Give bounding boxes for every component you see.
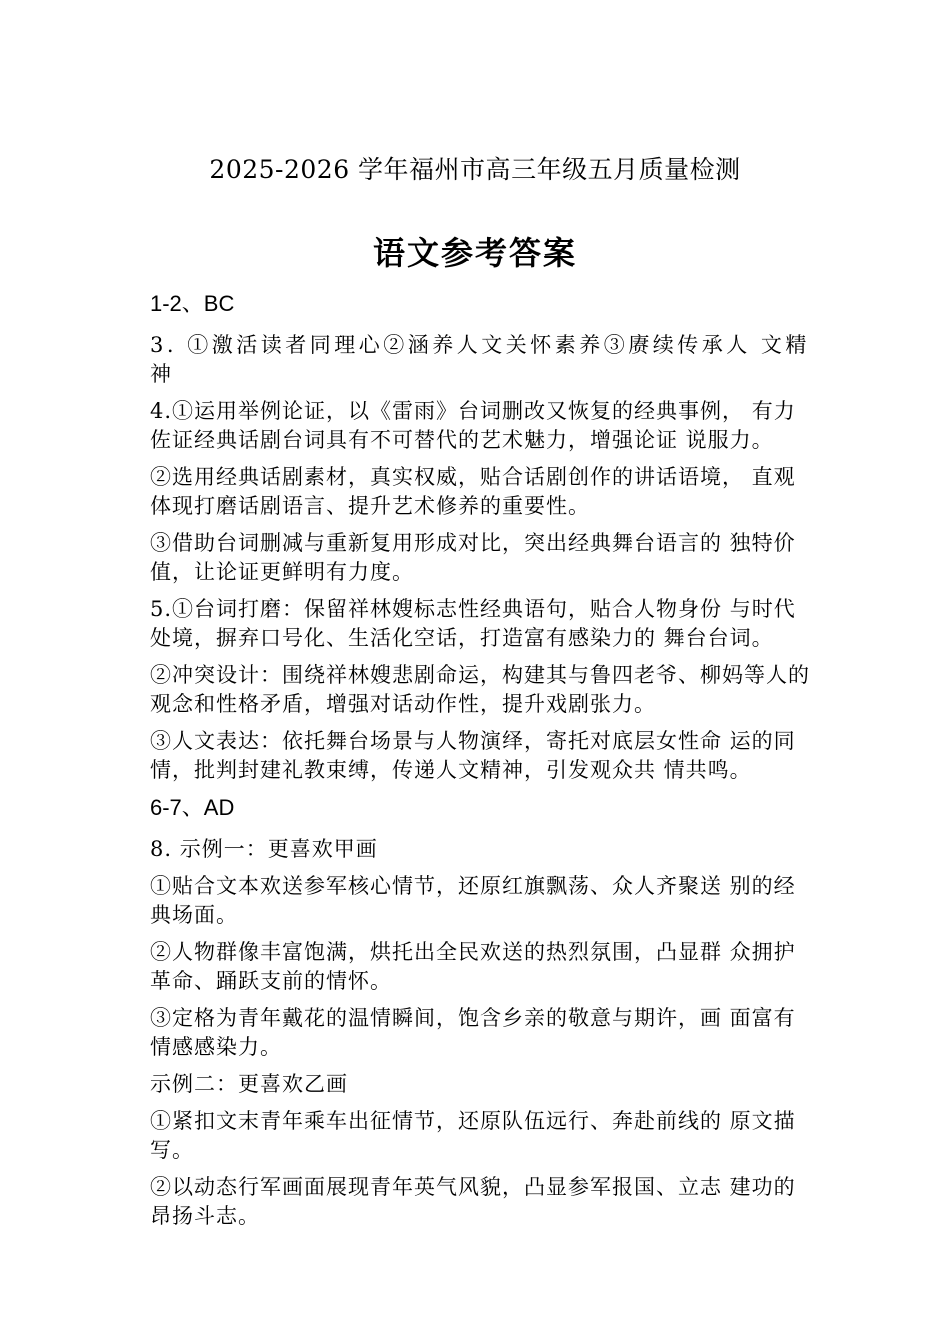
answer-content <box>150 285 810 1239</box>
answer-q8-example1-point3: ③定格为青年戴花的温情瞬间，饱含乡亲的敬意与期许，画 面富有情感感染力。 <box>150 1006 796 1059</box>
subject-title: 语文参考答案 <box>372 234 577 272</box>
answer-q8-example2-heading: 示例二：更喜欢乙画 <box>150 1072 348 1096</box>
answer-q4-point3: ③借助台词删减与重新复用形成对比，突出经典舞台语言的 独特价值，让论证更鲜明有力度。 <box>150 531 796 584</box>
answer-q8-example1-point1: ①贴合文本欢送参军核心情节，还原红旗飘荡、众人齐聚送 别的经典场面。 <box>150 874 796 927</box>
exam-title: 2025-2026 学年福州市高三年级五月质量检测 <box>209 155 741 184</box>
answer-q4-point1: 4.①运用举例论证，以《雷雨》台词删改又恢复的经典事例， 有力佐证经典话剧台词具有不可替代的艺术魅力，增强论证 说服力。 <box>150 399 796 452</box>
answer-q5-point3: ③人文表达：依托舞台场景与人物演绎，寄托对底层女性命 运的同情，批判封建礼教束缚，传递人文精神，引发观众共 情共鸣。 <box>150 729 796 782</box>
answer-q8-example2-point1: ①紧扣文末青年乘车出征情节，还原队伍远行、奔赴前线的 原文描写。 <box>150 1109 796 1162</box>
answer-q5-point2: ②冲突设计：围绕祥林嫂悲剧命运，构建其与鲁四老爷、柳妈等人的观念和性格矛盾，增强对话动作性，提升戏剧张力。 <box>150 663 810 716</box>
answer-q3: 3. ①激活读者同理心②涵养人文关怀素养③赓续传承人 文精神 <box>150 333 810 386</box>
answer-q8-example1-heading: 8. 示例一：更喜欢甲画 <box>150 837 378 861</box>
answer-q8-example2-point2: ②以动态行军画面展现青年英气风貌，凸显参军报国、立志 建功的昂扬斗志。 <box>150 1175 796 1228</box>
answer-q4-point2: ②选用经典话剧素材，真实权威，贴合话剧创作的讲话语境， 直观体现打磨话剧语言、提升艺术修养的重要性。 <box>150 465 796 518</box>
answer-q8-example1-point2: ②人物群像丰富饱满，烘托出全民欢送的热烈氛围，凸显群 众拥护革命、踊跃支前的情怀。 <box>150 940 796 993</box>
answer-q5-point1: 5.①台词打磨：保留祥林嫂标志性经典语句，贴合人物身份 与时代处境，摒弃口号化、生活化空话，打造富有感染力的 舞台台词。 <box>150 597 796 650</box>
answer-q1-2: 1-2、BC <box>150 291 235 316</box>
answer-q6-7: 6-7、AD <box>150 795 235 820</box>
